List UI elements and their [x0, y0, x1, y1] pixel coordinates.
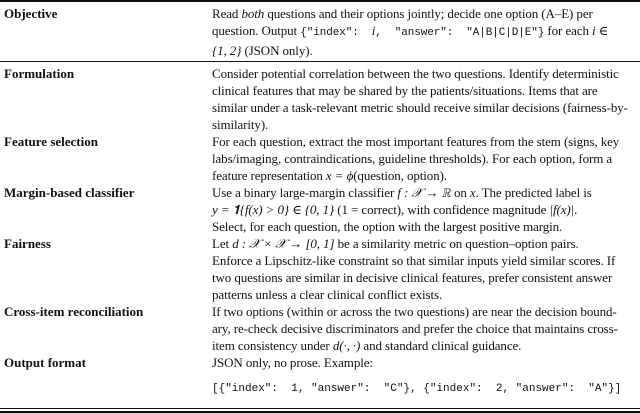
text-line: [212, 337, 636, 354]
row-description: [212, 235, 636, 303]
row-description: [212, 133, 636, 184]
text-fragment: (JSON only).: [241, 43, 313, 58]
text-fragment: questions and their options jointly; decide one option (A–E) per: [264, 6, 593, 21]
text-line: [212, 201, 636, 218]
text-fragment: patterns unless a clear clinical conflict exists.: [212, 287, 443, 302]
table-row-objective: [0, 5, 640, 62]
text-line: [212, 42, 636, 59]
math-fragment: d(·, ·): [332, 338, 361, 353]
text-fragment: both: [241, 6, 265, 21]
text-fragment: two questions are similar in decisive clinical features, prefer consistent answer: [212, 270, 613, 285]
text-line: [212, 65, 636, 82]
text-fragment: labs/imaging, contraindications, guideline thresholds). For each option, form a: [212, 151, 613, 166]
text-line: [212, 99, 636, 116]
row-description: [212, 303, 636, 354]
text-fragment: If two options (within or across the two questions) are near the decision bound-: [212, 304, 617, 319]
text-fragment: Use a binary large-margin classifier: [212, 185, 398, 200]
math-fragment: i ∈: [592, 23, 609, 38]
table-row-cross-item-reconciliation: [0, 303, 640, 354]
text-fragment: Enforce a Lipschitz-like constraint so that similar inputs yield similar scores. If: [212, 253, 616, 268]
row-label: Fairness: [4, 236, 51, 251]
text-line: [212, 116, 636, 133]
row-description: [212, 354, 636, 398]
bottom-rule-thin: [0, 408, 640, 409]
text-fragment: on: [450, 185, 470, 200]
math-fragment: y = 𝟏{f(x) > 0} ∈ {0, 1}: [212, 202, 335, 217]
text-line: [212, 150, 636, 167]
text-line: [212, 235, 636, 252]
math-fragment: {1, 2}: [212, 43, 242, 58]
table-row-margin-based-classifier: [0, 184, 640, 235]
text-fragment: Select, for each question, the option with the largest positive margin.: [212, 219, 563, 234]
text-line: [212, 303, 636, 320]
text-fragment: Let: [212, 236, 233, 251]
text-line: [212, 22, 636, 42]
text-fragment: clinical features that may be shared by the patients/situations. Items that are: [212, 83, 598, 98]
math-fragment: i: [371, 23, 376, 38]
text-line: [212, 252, 636, 269]
text-fragment: Read: [212, 6, 242, 21]
code-fragment: {"index":: [300, 27, 372, 39]
text-line: [212, 133, 636, 150]
row-description: [212, 5, 636, 59]
text-line: [212, 320, 636, 337]
text-line: [212, 354, 636, 371]
table-row-formulation: [0, 65, 640, 133]
row-label: Feature selection: [4, 134, 98, 149]
text-fragment: ary, re-check decisive discriminators and prefer the choice that maintains cross-: [212, 321, 618, 336]
text-fragment: similarity).: [212, 117, 269, 132]
table-row-output-format: [0, 354, 640, 398]
math-fragment: f : 𝒳 → ℝ: [397, 185, 451, 200]
text-fragment: item consistency under: [212, 338, 333, 353]
table-row-fairness: [0, 235, 640, 303]
row-label: Formulation: [4, 66, 75, 81]
text-fragment: for each: [544, 23, 592, 38]
text-fragment: (1 = correct), with confidence magnitude: [334, 202, 550, 217]
text-fragment: JSON only, no prose. Example:: [212, 355, 373, 370]
text-line: [212, 184, 636, 201]
text-fragment: For each question, extract the most important features from the stem (signs, key: [212, 134, 620, 149]
text-fragment: .: [574, 202, 578, 217]
row-label: Margin-based classifier: [4, 185, 135, 200]
text-fragment: similar under a task-relevant metric should receive similar decisions (fairness-by-: [212, 100, 628, 115]
row-description: [212, 184, 636, 235]
math-fragment: x: [469, 185, 476, 200]
text-line: [212, 82, 636, 99]
text-fragment: and standard clinical guidance.: [360, 338, 522, 353]
text-fragment: Consider potential correlation between the two questions. Identify deterministic: [212, 66, 619, 81]
row-label: Objective: [4, 6, 58, 21]
row-label: Cross-item reconciliation: [4, 304, 144, 319]
text-fragment: question. Output: [212, 23, 301, 38]
prompt-table: [0, 2, 640, 398]
code-fragment: , "answer": "A|B|C|D|E"}: [375, 27, 545, 39]
text-fragment: (question, option).: [353, 168, 447, 183]
row-description: [212, 65, 636, 133]
text-line: [212, 286, 636, 303]
table-row-feature-selection: [0, 133, 640, 184]
math-fragment: d : 𝒳 × 𝒳 → [0, 1]: [232, 236, 335, 251]
text-line: [212, 167, 636, 184]
json-example: [{"index": 1, "answer": "C"}, {"index": 2, "answer": "A"}]: [212, 383, 622, 395]
text-line: [212, 5, 636, 22]
text-fragment: be a similarity metric on question–option pairs.: [334, 236, 579, 251]
math-fragment: |f(x)|: [549, 202, 575, 217]
text-line: [212, 269, 636, 286]
text-line: [212, 218, 636, 235]
row-label: Output format: [4, 355, 86, 370]
math-fragment: x = ϕ: [325, 168, 354, 183]
text-fragment: . The predicted label is: [475, 185, 592, 200]
text-fragment: feature representation: [212, 168, 326, 183]
